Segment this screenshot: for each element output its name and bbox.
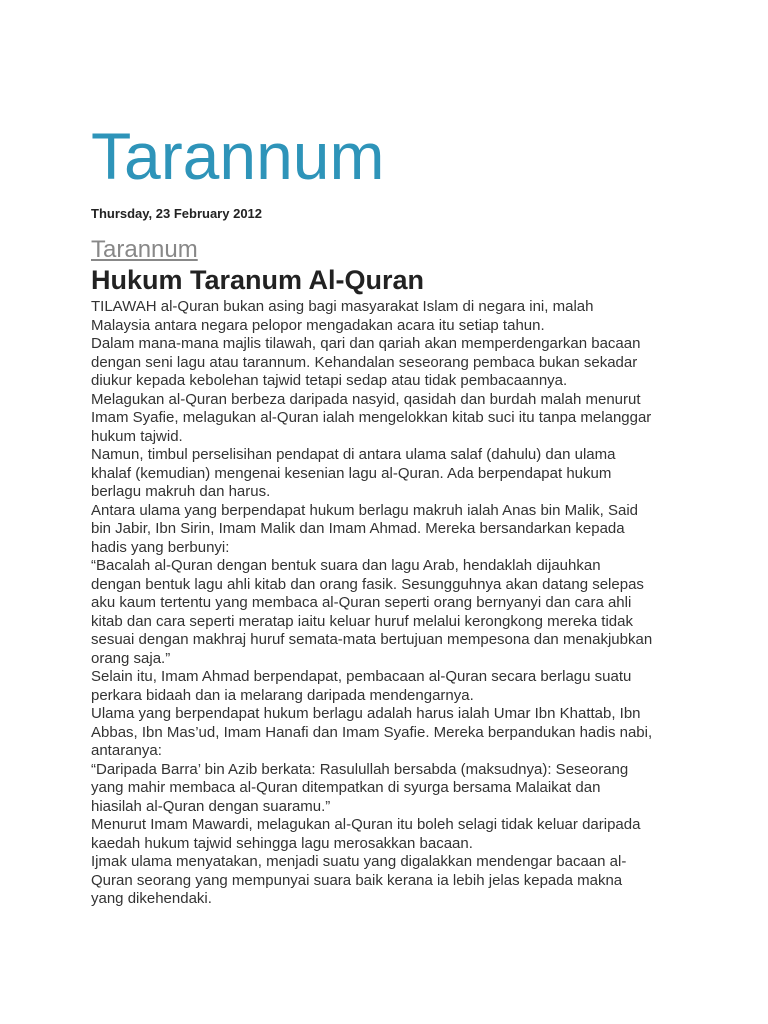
post-date: Thursday, 23 February 2012 [91, 206, 263, 221]
quote-paragraph [91, 557, 691, 668]
body-line: Ulama yang berpendapat hukum berlagu adalah harus ialah Umar Ibn Khattab, Ibn [91, 705, 641, 722]
body-line: diukur kepada kebolehan tajwid tetapi sedap atau tidak pembacaannya. [91, 372, 568, 389]
body-line: sesuai dengan makhraj huruf semata-mata bertujuan mempesona dan menakjubkan [91, 631, 653, 648]
body-line: yang dikehendaki. [91, 890, 212, 907]
paragraph [91, 335, 691, 391]
body-line: Namun, timbul perselisihan pendapat di antara ulama salaf (dahulu) dan ulama [91, 446, 616, 463]
blog-title[interactable]: Tarannum [91, 119, 385, 193]
body-line: TILAWAH al-Quran bukan asing bagi masyarakat Islam di negara ini, malah [91, 298, 594, 315]
body-line: Melagukan al-Quran berbeza daripada nasyid, qasidah dan burdah malah menurut [91, 390, 641, 408]
body-line: “Bacalah al-Quran dengan bentuk suara dan lagu Arab, hendaklah dijauhkan [91, 557, 601, 574]
body-line: hadis yang berbunyi: [91, 538, 230, 556]
paragraph [91, 816, 691, 853]
body-line: orang saja.” [91, 649, 171, 667]
body-line: khalaf (kemudian) mengenai kesenian lagu al-Quran. Ada berpendapat hukum [91, 464, 612, 482]
body-line: dengan seni lagu atau tarannum. Kehandalan seseorang pembaca bukan sekadar [91, 353, 638, 371]
body-line: berlagu makruh dan harus. [91, 483, 271, 500]
body-line: yang mahir membaca al-Quran ditempatkan di syurga bersama Malaikat dan [91, 779, 601, 796]
body-line: Malaysia antara negara pelopor mengadakan acara itu setiap tahun. [91, 316, 545, 334]
quote-paragraph [91, 761, 691, 817]
body-line: Abbas, Ibn Mas’ud, Imam Hanafi dan Imam Syafie. Mereka berpandukan hadis nabi, [91, 723, 653, 741]
body-line: Selain itu, Imam Ahmad berpendapat, pembacaan al-Quran secara berlagu suatu [91, 668, 632, 685]
body-line: Dalam mana-mana majlis tilawah, qari dan qariah akan memperdengarkan bacaan [91, 335, 641, 352]
body-line: antaranya: [91, 742, 162, 759]
body-line: hukum tajwid. [91, 427, 183, 445]
body-line: kaedah hukum tajwid sehingga lagu merosakkan bacaan. [91, 834, 473, 852]
paragraph [91, 502, 691, 558]
paragraph [91, 668, 691, 705]
body-line: bin Jabir, Ibn Sirin, Imam Malik dan Imam Ahmad. Mereka bersandarkan kepada [91, 520, 625, 537]
body-line: kitab dan cara seperti meratap iaitu keluar huruf melalui kerongkong mereka tidak [91, 612, 633, 630]
body-line: aku kaum tertentu yang membaca al-Quran seperti orang bernyanyi dan cara ahli [91, 594, 632, 611]
body-line: Imam Syafie, melagukan al-Quran ialah mengelokkan kitab suci itu tanpa melanggar [91, 409, 652, 426]
body-line: Antara ulama yang berpendapat hukum berlagu makruh ialah Anas bin Malik, Said [91, 501, 639, 519]
paragraph [91, 298, 691, 335]
body-line: Menurut Imam Mawardi, melagukan al-Quran itu boleh selagi tidak keluar daripada [91, 816, 641, 833]
body-line: Quran seorang yang mempunyai suara baik kerana ia lebih jelas kepada makna [91, 871, 623, 889]
body-line: Ijmak ulama menyatakan, menjadi suatu yang digalakkan mendengar bacaan al- [91, 853, 627, 870]
body-line: dengan bentuk lagu ahli kitab dan orang fasik. Sesungguhnya akan datang selepas [91, 575, 644, 593]
body-line: “Daripada Barra’ bin Azib berkata: Rasulullah bersabda (maksudnya): Seseorang [91, 760, 629, 778]
post-label-link[interactable]: Tarannum [91, 236, 198, 263]
post-body [91, 298, 691, 909]
paragraph [91, 705, 691, 761]
body-line: hiasilah al-Quran dengan suaramu.” [91, 797, 331, 815]
body-line: perkara bidaah dan ia melarang daripada mendengarnya. [91, 686, 474, 704]
post-title: Hukum Taranum Al-Quran [91, 265, 425, 295]
paragraph [91, 391, 691, 447]
paragraph [91, 446, 691, 502]
paragraph [91, 853, 691, 909]
